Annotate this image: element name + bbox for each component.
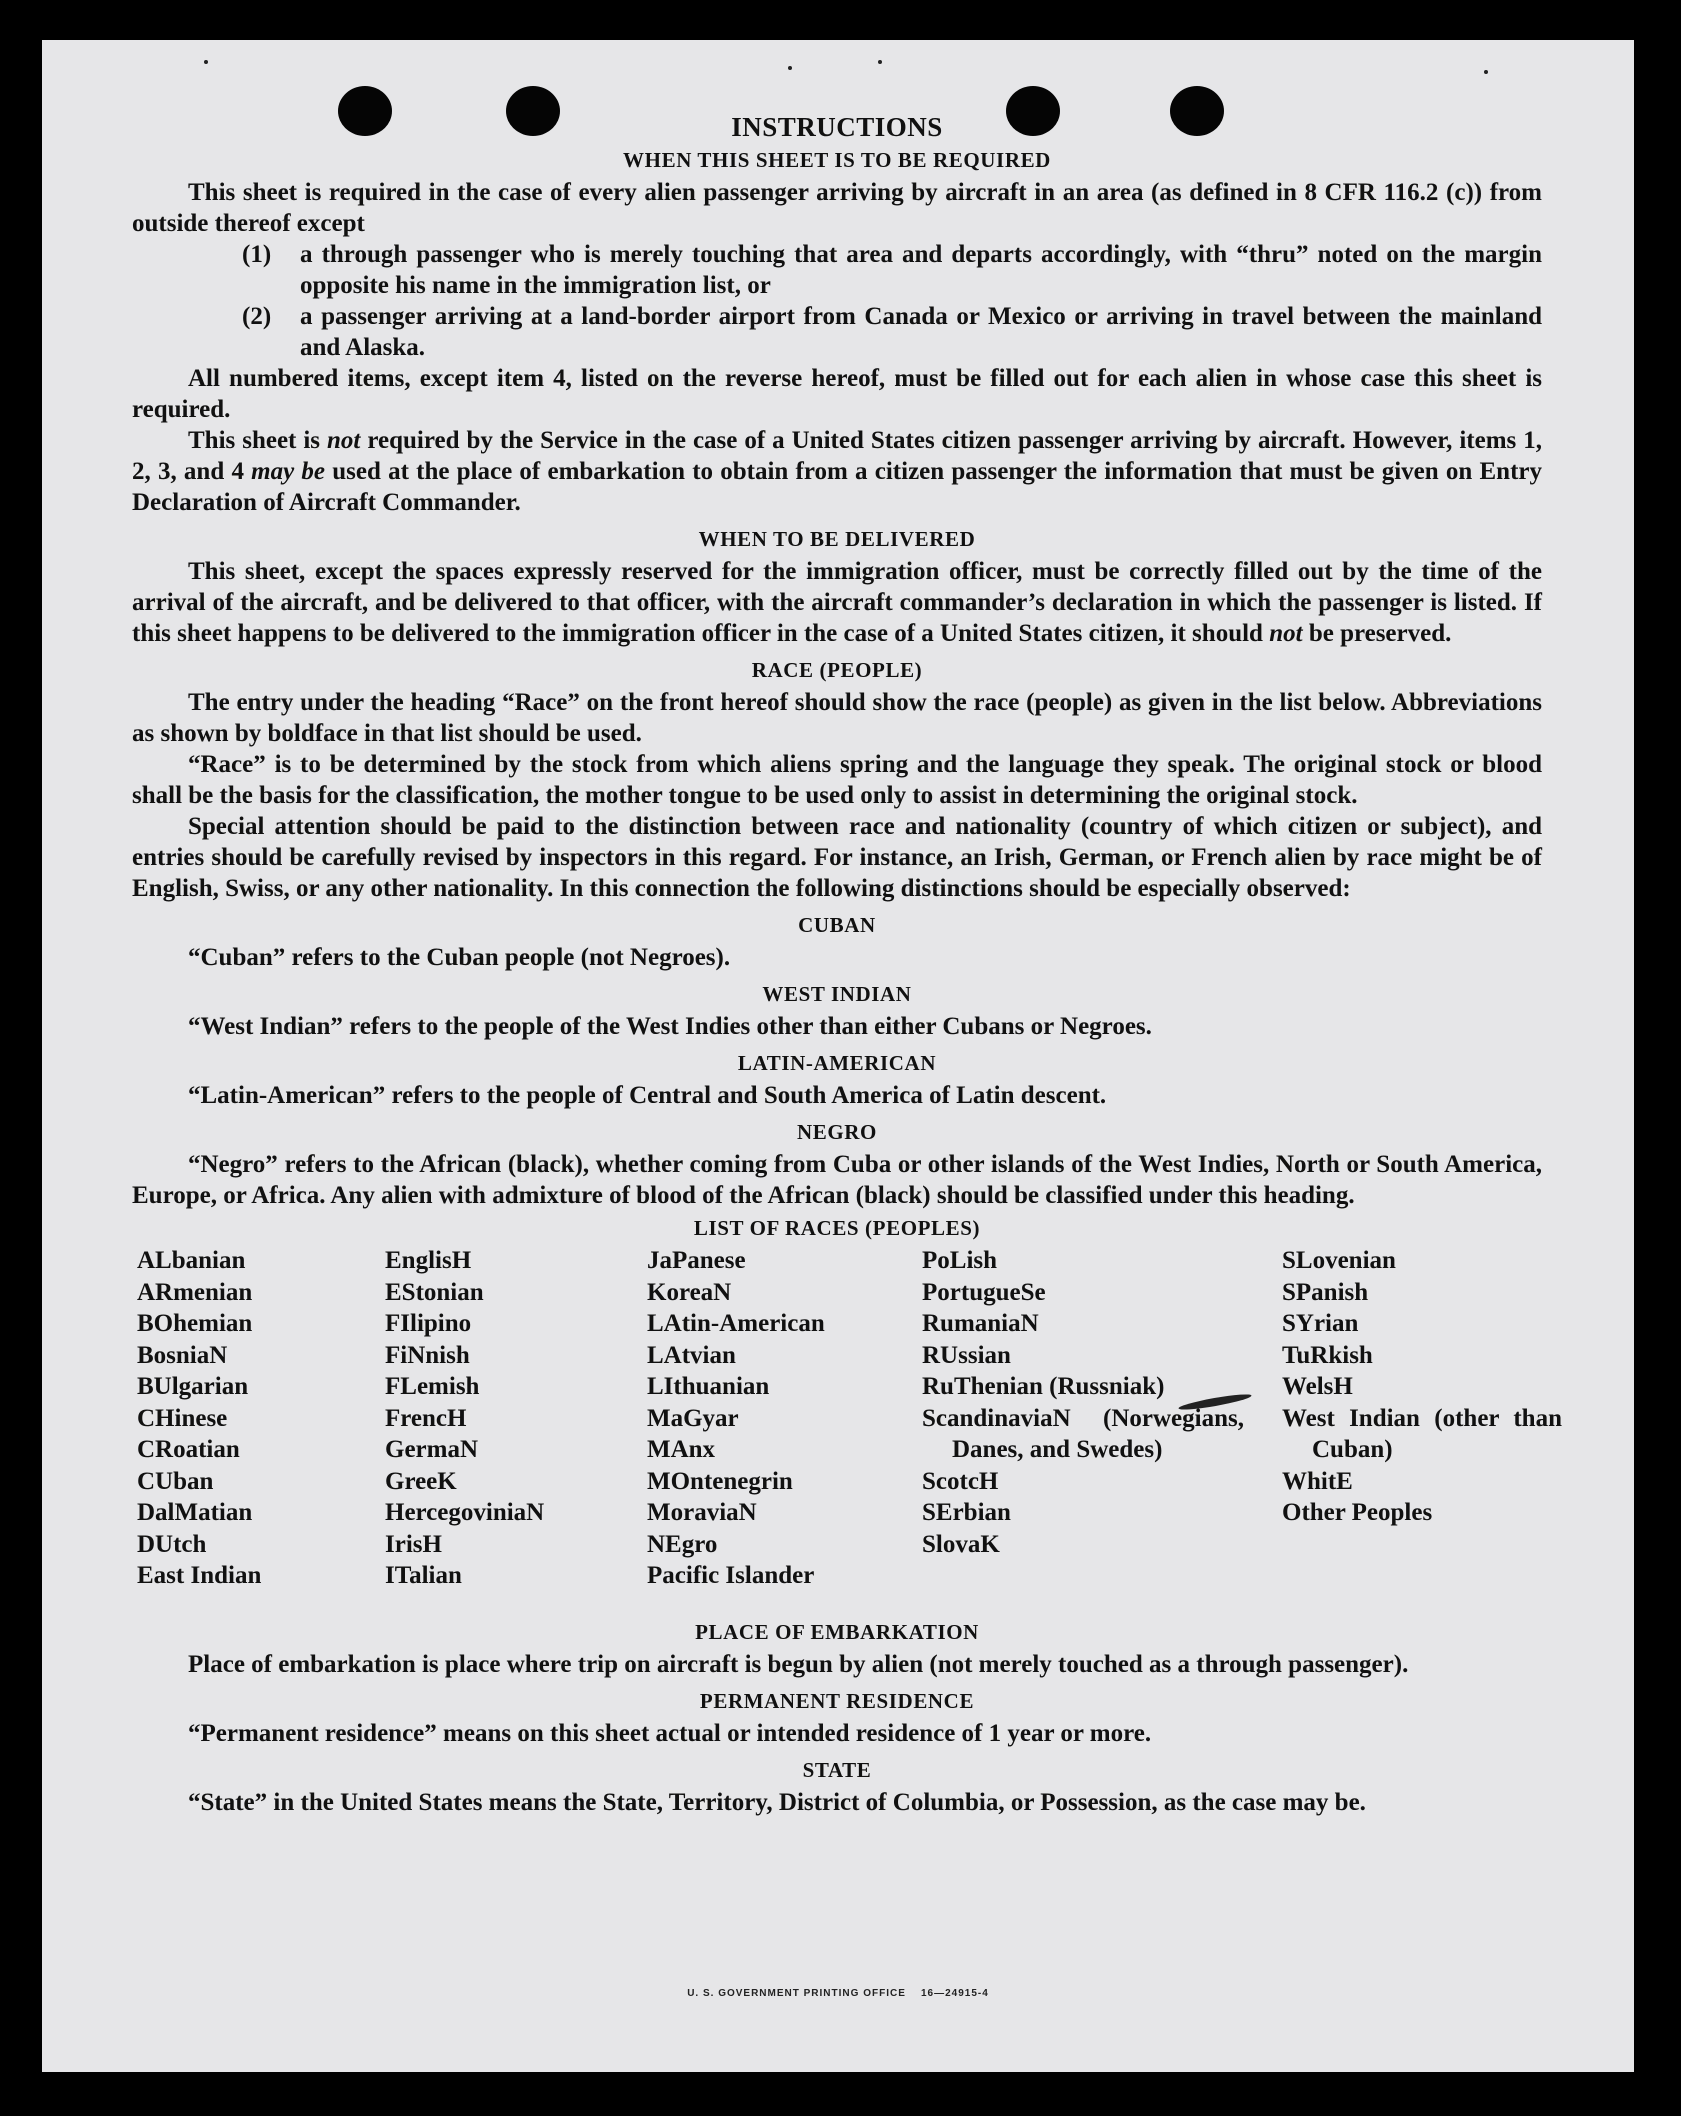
section-heading-when-delivered: WHEN TO BE DELIVERED bbox=[698, 527, 976, 551]
exception-text: a passenger arriving at a land-border airport from Canada or Mexico or arriving in travel between the mainland and Alaska. bbox=[300, 303, 1542, 361]
printing-office-footer: U. S. GOVERNMENT PRINTING OFFICE 16—24915-4 bbox=[687, 1988, 989, 1999]
paragraph: “Cuban” refers to the Cuban people (not Negroes). bbox=[188, 944, 731, 971]
race-entry: CUban bbox=[137, 1467, 214, 1495]
races-column-1 bbox=[137, 1245, 261, 1592]
paragraph bbox=[132, 425, 1542, 518]
paragraph: “Negro” refers to the African (black), whether coming from Cuba or other islands of the West Indies, North or South America, Europe, or Africa. Any alien with admixture of blood of the African (black) should be classified under this heading. bbox=[132, 1151, 1542, 1209]
race-entry: ITalian bbox=[385, 1562, 462, 1589]
speck bbox=[204, 60, 208, 64]
race-entry: HercegoviniaN bbox=[385, 1499, 545, 1526]
text-run: be preserved. bbox=[1302, 620, 1452, 647]
italic-run: not bbox=[1269, 620, 1303, 647]
speck bbox=[1484, 70, 1488, 74]
race-entry: Other Peoples bbox=[1282, 1499, 1433, 1526]
document-page bbox=[42, 40, 1634, 2072]
race-entry: KoreaN bbox=[647, 1278, 732, 1306]
section-heading-permanent-residence: PERMANENT RESIDENCE bbox=[699, 1689, 975, 1713]
exception-number: (1) bbox=[242, 241, 272, 268]
instructions-body bbox=[132, 112, 1562, 1818]
race-entry: FiNnish bbox=[385, 1341, 470, 1369]
race-entry: LAtvian bbox=[647, 1341, 736, 1369]
section-heading-embarkation: PLACE OF EMBARKATION bbox=[695, 1620, 979, 1644]
race-entry: WelsH bbox=[1282, 1373, 1353, 1400]
page-title: INSTRUCTIONS bbox=[731, 112, 943, 142]
race-entry: ScandinaviaN (Norwegians, Danes, and Swedes) bbox=[922, 1404, 1244, 1463]
race-entry: SYrian bbox=[1282, 1310, 1359, 1337]
race-entry: SPanish bbox=[1282, 1278, 1369, 1306]
paragraph: “Latin-American” refers to the people of Central and South America of Latin descent. bbox=[188, 1082, 1107, 1109]
race-entry: RuThenian (Russniak) bbox=[922, 1373, 1165, 1400]
paragraph: Place of embarkation is place where trip on aircraft is begun by alien (not merely touched as a through passenger). bbox=[188, 1651, 1409, 1678]
exception-item bbox=[242, 301, 1542, 363]
text-run: in that list should be used. bbox=[357, 720, 642, 747]
race-entry: LIthuanian bbox=[647, 1373, 770, 1400]
race-entry: MaGyar bbox=[647, 1404, 739, 1432]
paragraph: “Permanent residence” means on this sheet actual or intended residence of 1 year or more. bbox=[188, 1720, 1152, 1747]
section-heading-race: RACE (PEOPLE) bbox=[751, 658, 923, 682]
race-entry: SlovaK bbox=[922, 1530, 1000, 1558]
text-run: This sheet, except the spaces expressly reserved for the immigration officer, must be correctly filled out by the time of the arrival of the aircraft, and be delivered to that officer, with the aircraft commander’s declaration in which the passenger is listed. If this sheet happens to be delivered to the immigration officer in the case of a United States citizen, it should bbox=[132, 558, 1542, 647]
race-entry: Pacific Islander bbox=[647, 1562, 815, 1589]
race-entry: BosniaN bbox=[137, 1341, 228, 1369]
races-list bbox=[132, 1245, 1562, 1617]
race-entry: EnglisH bbox=[385, 1247, 472, 1274]
race-entry: BOhemian bbox=[137, 1310, 253, 1337]
exception-item bbox=[242, 239, 1542, 301]
race-entry: RumaniaN bbox=[922, 1310, 1039, 1337]
races-column-4 bbox=[922, 1245, 1244, 1560]
race-entry: PortugueSe bbox=[922, 1278, 1046, 1306]
italic-run: not bbox=[327, 427, 361, 454]
paragraph bbox=[132, 556, 1542, 649]
race-entry: SErbian bbox=[922, 1499, 1011, 1526]
paragraph: “State” in the United States means the State, Territory, District of Columbia, or Possession, as the case may be. bbox=[188, 1789, 1366, 1816]
section-heading-latin-american: LATIN-AMERICAN bbox=[737, 1051, 937, 1075]
race-entry: ScotcH bbox=[922, 1467, 999, 1495]
race-entry: GermaN bbox=[385, 1436, 479, 1463]
italic-run: may be bbox=[251, 458, 326, 485]
section-heading-negro: NEGRO bbox=[796, 1120, 877, 1144]
paragraph: Special attention should be paid to the distinction between race and nationality (country of which citizen or subject), and entries should be carefully revised by inspectors in this regard. For instance, an Irish, German, or French alien by race might be of English, Swiss, or any other nationality. In this connection the following distinctions should be especially observed: bbox=[132, 813, 1542, 902]
race-entry: ARmenian bbox=[137, 1278, 253, 1306]
text-run: used at the place of embarkation to obtain from a citizen passenger the information that must be given on Entry Declaration of Aircraft Commander. bbox=[132, 458, 1542, 516]
exception-text: a through passenger who is merely touching that area and departs accordingly, with “thru” noted on the margin opposite his name in the immigration list, or bbox=[300, 241, 1542, 299]
race-entry: MOntenegrin bbox=[647, 1467, 793, 1495]
race-entry: GreeK bbox=[385, 1467, 457, 1495]
paragraph: “West Indian” refers to the people of the West Indies other than either Cubans or Negroes. bbox=[188, 1013, 1152, 1040]
speck bbox=[878, 60, 882, 64]
race-entry: West Indian (other than Cuban) bbox=[1282, 1404, 1562, 1463]
section-heading-cuban: CUBAN bbox=[798, 913, 876, 937]
race-entry: ALbanian bbox=[137, 1247, 246, 1274]
race-entry: RUssian bbox=[922, 1341, 1011, 1369]
speck bbox=[788, 66, 792, 70]
boldface-run: boldface bbox=[267, 720, 358, 747]
races-column-3 bbox=[647, 1245, 825, 1592]
race-entry: DUtch bbox=[137, 1530, 207, 1558]
races-column-2 bbox=[385, 1245, 544, 1592]
race-entry: EStonian bbox=[385, 1278, 484, 1306]
race-entry: TuRkish bbox=[1282, 1341, 1373, 1369]
race-entry: SLovenian bbox=[1282, 1247, 1396, 1274]
race-entry: MoraviaN bbox=[647, 1499, 757, 1526]
paragraph: All numbered items, except item 4, listed on the reverse hereof, must be filled out for each alien in whose case this sheet is required. bbox=[132, 365, 1542, 423]
race-entry: JaPanese bbox=[647, 1247, 746, 1274]
race-entry: DalMatian bbox=[137, 1499, 253, 1526]
section-heading-when-required: WHEN THIS SHEET IS TO BE REQUIRED bbox=[623, 148, 1051, 172]
race-entry: CRoatian bbox=[137, 1436, 240, 1463]
race-entry: MAnx bbox=[647, 1436, 716, 1463]
race-entry: BUlgarian bbox=[137, 1373, 249, 1400]
race-entry: FLemish bbox=[385, 1373, 480, 1400]
section-heading-state: STATE bbox=[802, 1758, 872, 1782]
race-entry: LAtin-American bbox=[647, 1310, 825, 1337]
text-run: required by the Service in the case of a United States citizen passenger arriving by aircraft. However, items 1, 2, 3, and 4 bbox=[132, 427, 1542, 485]
paragraph: “Race” is to be determined by the stock from which aliens spring and the language they speak. The original stock or blood shall be the basis for the classification, the mother tongue to be used only to assist in determining the original stock. bbox=[132, 751, 1542, 809]
race-entry: FIlipino bbox=[385, 1310, 472, 1337]
race-entry: FrencH bbox=[385, 1404, 467, 1432]
section-heading-west-indian: WEST INDIAN bbox=[762, 982, 912, 1006]
races-column-5 bbox=[1282, 1245, 1562, 1529]
race-entry: WhitE bbox=[1282, 1467, 1353, 1495]
section-heading-list-of-races: LIST OF RACES (PEOPLES) bbox=[693, 1216, 981, 1240]
text-run: This sheet is bbox=[188, 427, 327, 454]
exception-number: (2) bbox=[242, 303, 272, 330]
race-entry: PoLish bbox=[922, 1247, 998, 1274]
text-run: The entry under the heading “Race” on the front hereof should show the race (people) as given in the list below. Abbreviations as shown by bbox=[132, 689, 1542, 747]
race-entry: CHinese bbox=[137, 1404, 228, 1432]
paragraph bbox=[132, 687, 1542, 749]
race-entry: IrisH bbox=[385, 1530, 442, 1558]
race-entry: NEgro bbox=[647, 1530, 718, 1558]
paragraph: This sheet is required in the case of every alien passenger arriving by aircraft in an area (as defined in 8 CFR 116.2 (c)) from outside thereof except bbox=[132, 179, 1542, 237]
race-entry: East Indian bbox=[137, 1562, 262, 1589]
